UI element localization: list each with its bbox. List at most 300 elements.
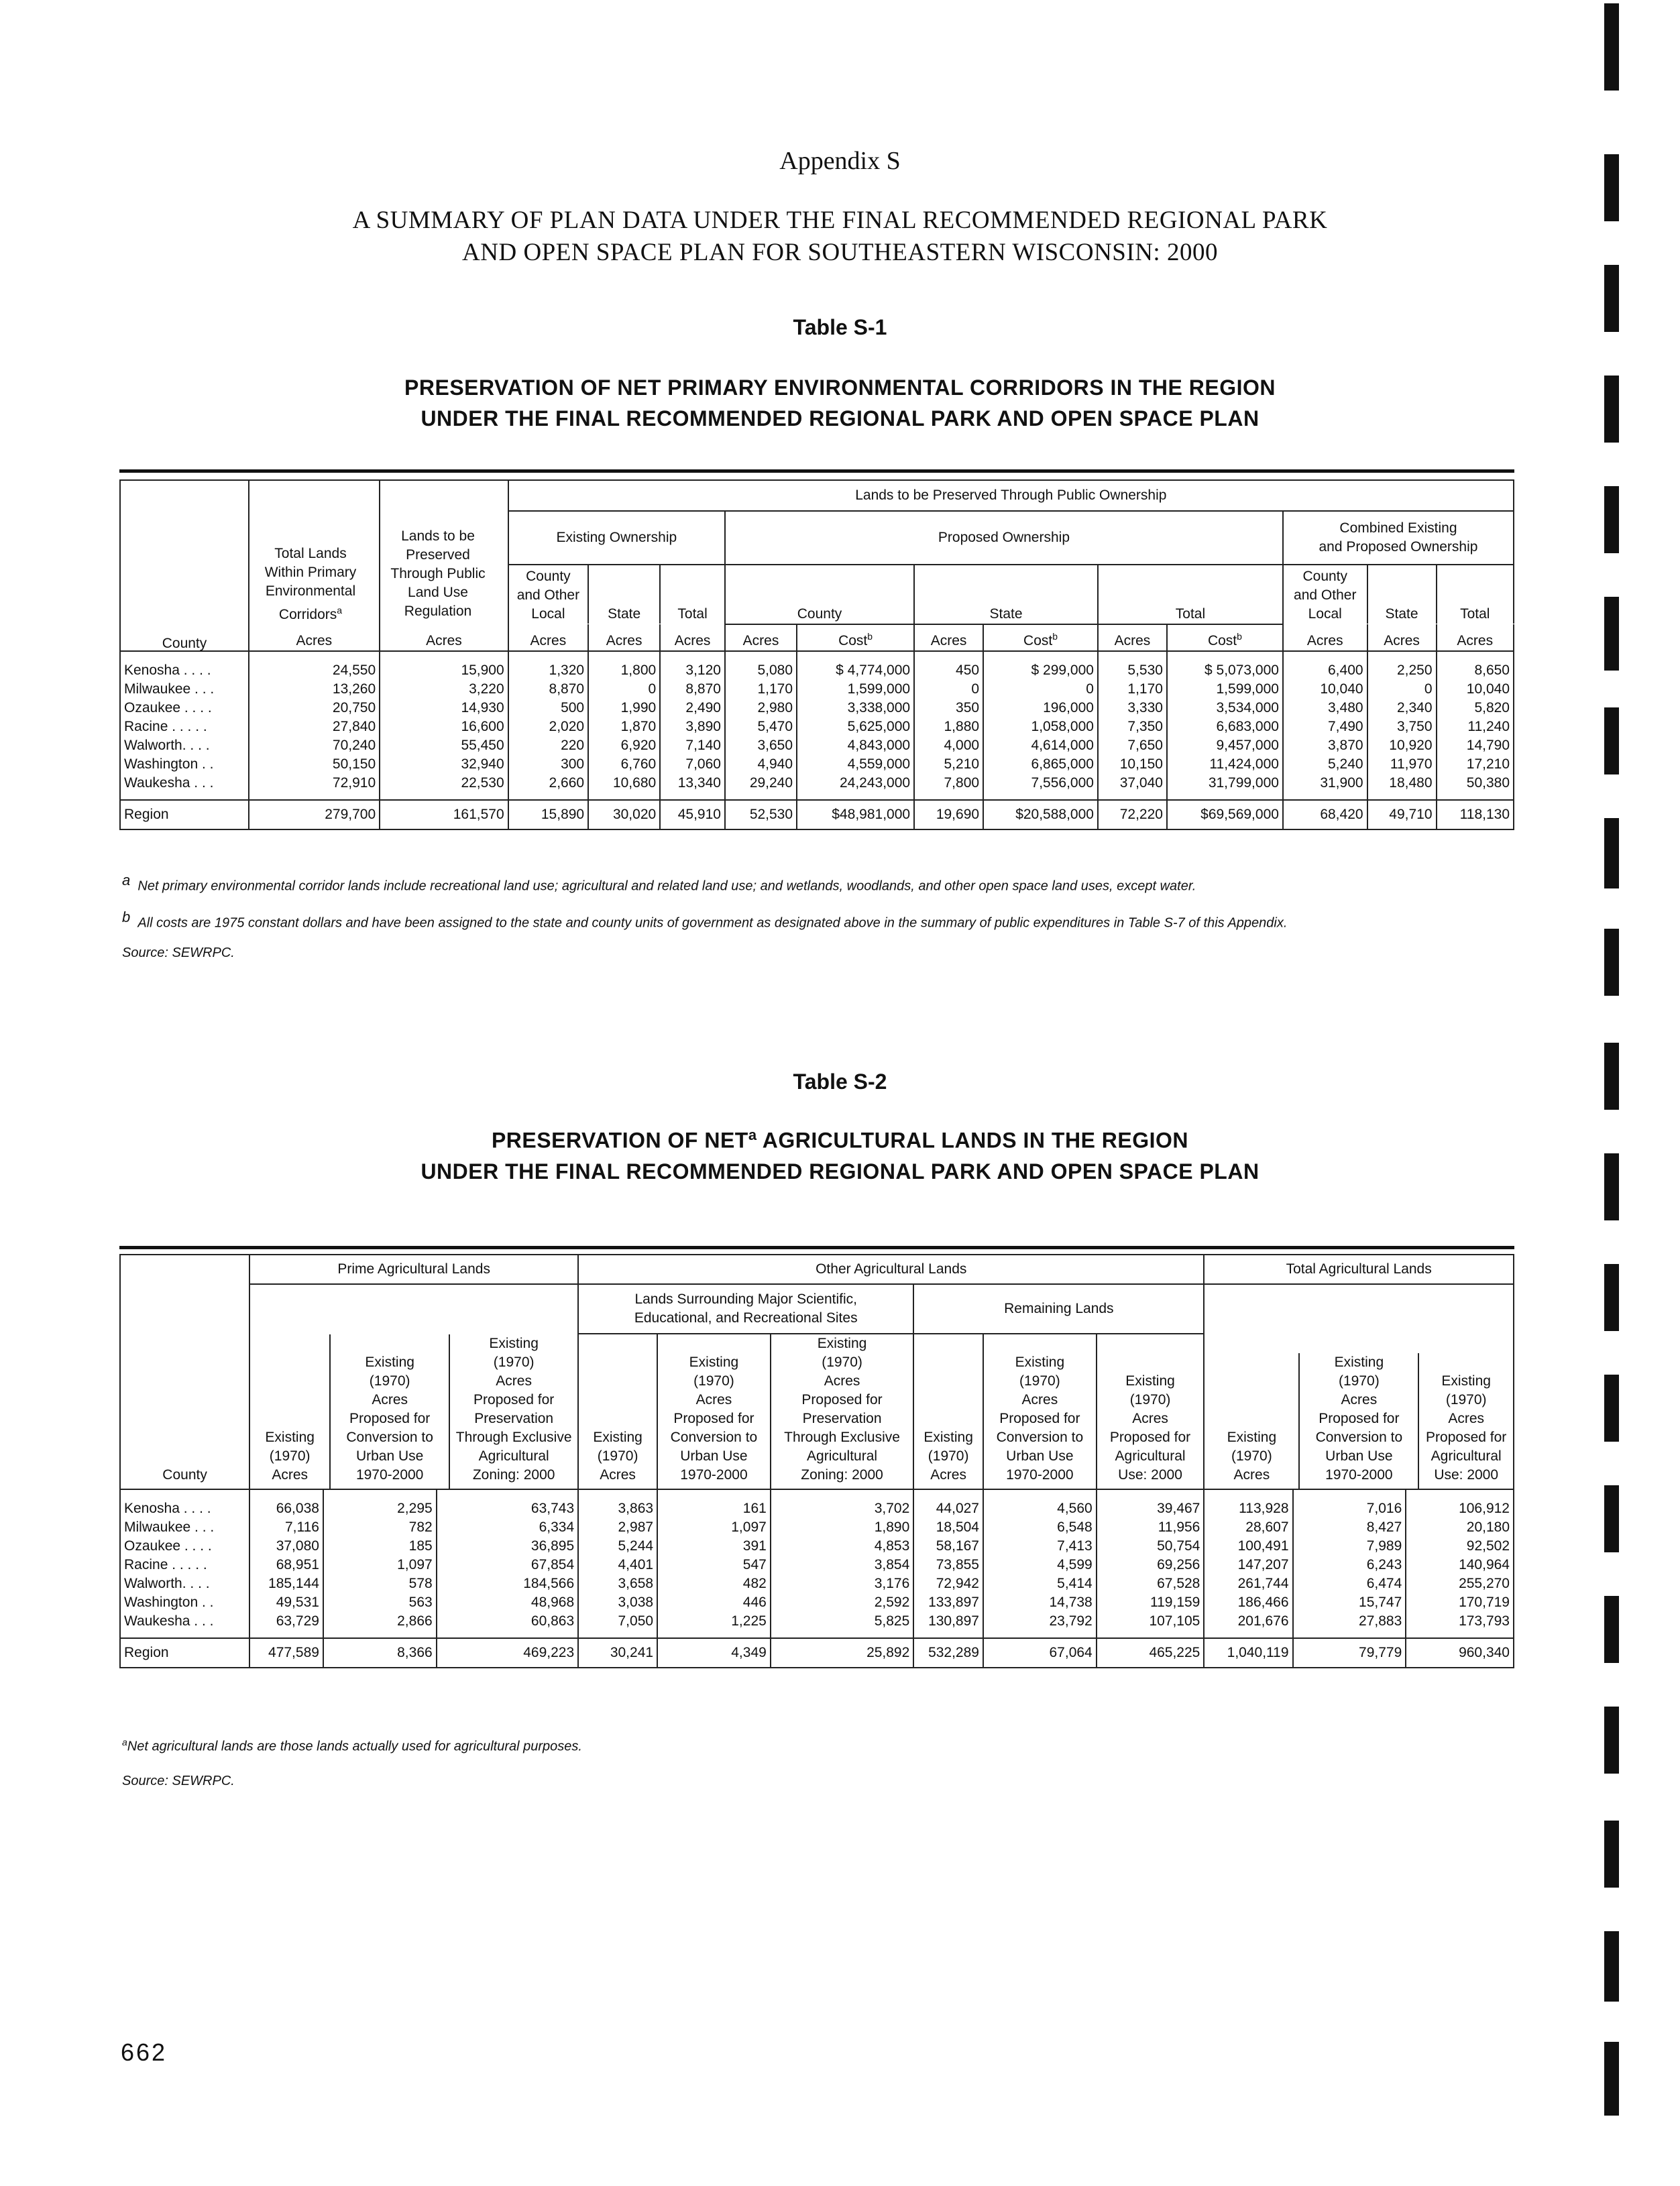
county-cell: Ozaukee . . . . [120,1537,249,1556]
table2-header-agri-use [1418,1353,1513,1489]
table2-footnote-a [122,1737,582,1755]
table2-header-text: 1970-2000 [1006,1467,1074,1483]
value-cell: 960,340 [1406,1638,1514,1668]
value-cell: 5,080 [725,651,797,680]
table1-header-text: Total Lands [274,546,347,561]
value-cell: 300 [508,755,588,774]
value-cell: 4,843,000 [797,736,914,755]
value-cell: 19,690 [914,800,983,829]
table1-header-text [248,601,373,624]
table2-header-preservation [449,1334,577,1489]
table2-header-text: Zoning: 2000 [472,1467,555,1483]
table1-header-text: Land Use [408,585,468,600]
value-cell: 10,680 [588,774,660,800]
value-cell: 3,480 [1283,699,1367,717]
binding-mark [1604,3,1619,91]
value-cell: 72,910 [249,774,380,800]
table2-header-text: Existing [1441,1373,1491,1389]
appendix-title: Appendix S [779,147,901,175]
binding-mark [1604,1931,1619,2002]
binding-mark [1604,486,1619,553]
table-row [120,1593,1514,1612]
table-total-row [120,800,1514,829]
value-cell: 5,414 [983,1574,1097,1593]
value-cell: 44,027 [913,1489,983,1518]
value-cell: 23,792 [983,1612,1097,1638]
table1-header-text: Corridors [278,607,337,622]
value-cell: 67,854 [437,1556,578,1574]
value-cell: 2,295 [323,1489,437,1518]
value-cell: 2,020 [508,717,588,736]
table2-heading [0,1120,1680,1187]
table2-header-prime: Prime Agricultural Lands [249,1255,578,1284]
value-cell: 1,097 [323,1556,437,1574]
table2-header-existing-acres [578,1334,657,1489]
value-cell: 30,241 [578,1638,657,1668]
value-cell: 72,220 [1098,800,1167,829]
table1-header-blank [120,480,249,651]
value-cell: 4,940 [725,755,797,774]
value-cell: 0 [588,680,660,699]
binding-mark [1604,1821,1619,1888]
county-cell: Waukesha . . . [120,1612,249,1638]
page-number: 662 [121,2038,168,2066]
table2-header-text: Proposed for [473,1392,555,1407]
table2-heading-line1 [0,1120,1680,1156]
value-cell: 6,400 [1283,651,1367,680]
table1-header-acres: Acres [1283,624,1367,651]
value-cell: 4,349 [657,1638,771,1668]
appendix-subtitle-line2: AND OPEN SPACE PLAN FOR SOUTHEASTERN WISCONSIN: 2000 [462,239,1218,266]
value-cell: 4,559,000 [797,755,914,774]
value-cell: 1,870 [588,717,660,736]
value-cell: 27,840 [249,717,380,736]
value-cell: 50,754 [1097,1537,1205,1556]
value-cell: 5,244 [578,1537,657,1556]
value-cell: 185,144 [249,1574,323,1593]
value-cell: 73,855 [913,1556,983,1574]
value-cell: 67,528 [1097,1574,1205,1593]
binding-mark [1604,818,1619,888]
value-cell: 391 [657,1537,771,1556]
table2-header-text: Existing [1125,1373,1175,1389]
table1-header-combined-line2: and Proposed Ownership [1319,539,1478,555]
table2-header-text: Preservation [802,1411,882,1426]
table2-header-text: (1970) [1129,1392,1171,1407]
footnote-marker: b [867,631,873,642]
value-cell: 4,000 [914,736,983,755]
table2-header-other: Other Agricultural Lands [578,1255,1204,1284]
table-row [120,1489,1514,1518]
value-cell: 31,799,000 [1167,774,1283,800]
table1-header-total: Total [1437,565,1514,624]
value-cell: 106,912 [1406,1489,1514,1518]
value-cell: 13,260 [249,680,380,699]
value-cell: 1,599,000 [797,680,914,699]
table-row [120,1556,1514,1574]
value-cell: 7,650 [1098,736,1167,755]
value-cell: 15,747 [1293,1593,1406,1612]
table2-source: Source: SEWRPC. [122,1774,235,1788]
value-cell: 185 [323,1537,437,1556]
county-cell: Kenosha . . . . [120,1489,249,1518]
table1-header-acres: Acres [249,624,380,651]
table1-header-cost [1167,624,1283,651]
value-cell: 14,738 [983,1593,1097,1612]
value-cell: 1,058,000 [983,717,1098,736]
value-cell: 36,895 [437,1537,578,1556]
county-cell: Region [120,800,249,829]
table1-header-combined-line1: Combined Existing [1339,520,1457,536]
table-row [120,1574,1514,1593]
value-cell: 8,870 [508,680,588,699]
table1-header-text: Local [1308,606,1342,622]
table1-header-state: State [1367,565,1437,624]
table2-header-text: Proposed for [349,1411,431,1426]
table2-header-text: Acres [272,1467,308,1483]
county-cell: Racine . . . . . [120,717,249,736]
value-cell: 113,928 [1204,1489,1292,1518]
table-row [120,1537,1514,1556]
value-cell: 8,427 [1293,1518,1406,1537]
value-cell: 8,650 [1437,651,1514,680]
table2-header-text: Preservation [474,1411,554,1426]
value-cell: 1,800 [588,651,660,680]
value-cell: 220 [508,736,588,755]
table2-header-prime-cols [249,1284,578,1489]
value-cell: 58,167 [913,1537,983,1556]
table2-header-text: Zoning: 2000 [801,1467,883,1483]
value-cell: 6,334 [437,1518,578,1537]
value-cell: 782 [323,1518,437,1537]
value-cell: 4,401 [578,1556,657,1574]
value-cell: 22,530 [380,774,508,800]
value-cell: 8,870 [660,680,725,699]
table-row [120,680,1514,699]
table1-header-text: Environmental [265,583,356,599]
value-cell: 7,350 [1098,717,1167,736]
value-cell: 18,480 [1367,774,1437,800]
value-cell: $ 5,073,000 [1167,651,1283,680]
table1-header-county: County [725,565,914,624]
table2-header-text: Acres [600,1467,636,1483]
county-cell: Washington . . [120,1593,249,1612]
value-cell: $ 299,000 [983,651,1098,680]
value-cell: 161 [657,1489,771,1518]
value-cell: 196,000 [983,699,1098,717]
value-cell: 25,892 [771,1638,913,1668]
table2-header-text: Through Exclusive [455,1430,572,1445]
table1-header-text: and Other [1294,587,1357,603]
value-cell: 255,270 [1406,1574,1514,1593]
value-cell: 563 [323,1593,437,1612]
table2-header-text: (1970) [1019,1373,1060,1389]
table2-header-text: Existing [365,1355,414,1370]
table2-header-text: (1970) [597,1448,638,1464]
value-cell: 2,987 [578,1518,657,1537]
value-cell: 469,223 [437,1638,578,1668]
table2-header-text: Acres [1448,1411,1485,1426]
value-cell: 10,040 [1283,680,1367,699]
table1-header-combined [1283,511,1514,565]
value-cell: 7,016 [1293,1489,1406,1518]
table1-header-text: Cost [1023,633,1053,648]
value-cell: 72,942 [913,1574,983,1593]
value-cell: 5,825 [771,1612,913,1638]
value-cell: 13,340 [660,774,725,800]
table1-header-text: Lands to be [401,528,475,544]
table1-body [120,651,1514,800]
table2-header-text: 1970-2000 [355,1467,424,1483]
value-cell: 63,743 [437,1489,578,1518]
value-cell: 2,980 [725,699,797,717]
value-cell: 4,599 [983,1556,1097,1574]
value-cell: 29,240 [725,774,797,800]
value-cell: $48,981,000 [797,800,914,829]
value-cell: 0 [914,680,983,699]
table1-header-text: County [1302,569,1348,584]
table-row [120,699,1514,717]
table2-header-text: Lands Surrounding Major Scientific, [634,1291,857,1307]
table2-header-conversion [657,1334,771,1489]
value-cell: 4,614,000 [983,736,1098,755]
value-cell: 14,930 [380,699,508,717]
table2-label: Table S-2 [793,1070,887,1094]
table2-header-text: Acres [1341,1392,1378,1407]
value-cell: 6,920 [588,736,660,755]
table-row [120,736,1514,755]
table1-header-total-lands [248,544,373,624]
value-cell: 3,863 [578,1489,657,1518]
table2-header-county-col: County [162,1467,207,1483]
table1-header-total: Total [660,565,725,624]
table1-header-acres: Acres [508,624,588,651]
value-cell: 450 [914,651,983,680]
table1-header-acres: Acres [914,624,983,651]
value-cell: 20,750 [249,699,380,717]
binding-mark [1604,707,1619,774]
value-cell: 7,050 [578,1612,657,1638]
value-cell: 1,890 [771,1518,913,1537]
table2-header-text: Existing [817,1336,867,1351]
table1-heading [0,372,1680,434]
value-cell: 8,366 [323,1638,437,1668]
table2-header-text: Proposed for [673,1411,754,1426]
value-cell: 49,531 [249,1593,323,1612]
footnote-marker: b [1237,631,1242,642]
value-cell: 7,060 [660,755,725,774]
table2-header-text: (1970) [1445,1392,1487,1407]
value-cell: 6,683,000 [1167,717,1283,736]
table1-footnote-b: $^b$ All costs are 1975 constant dollars and have been assigned to the state and county units of government as designated above in the summary of public expenditures in Table S-7 of this Appendix. [122,909,1288,931]
value-cell: 5,625,000 [797,717,914,736]
county-cell: Region [120,1638,249,1668]
appendix-subtitle [0,205,1680,269]
value-cell: 18,504 [913,1518,983,1537]
value-cell: 14,790 [1437,736,1514,755]
table-row [120,755,1514,774]
value-cell: 477,589 [249,1638,323,1668]
table2-header-text: Conversion to [346,1430,433,1445]
value-cell: 2,340 [1367,699,1437,717]
table1-header-text: Regulation [404,603,472,619]
value-cell: 547 [657,1556,771,1574]
value-cell: 350 [914,699,983,717]
value-cell: 3,330 [1098,699,1167,717]
table2-header-text: Agricultural [1115,1448,1186,1464]
table-row [120,717,1514,736]
value-cell: 6,760 [588,755,660,774]
footnote-marker: a [337,605,343,616]
value-cell: 3,650 [725,736,797,755]
value-cell: 49,710 [1367,800,1437,829]
value-cell: 30,020 [588,800,660,829]
value-cell: 4,560 [983,1489,1097,1518]
table2-header-text: Proposed for [1109,1430,1191,1445]
table1-header-acres: Acres [1437,624,1514,651]
table-row [120,651,1514,680]
value-cell: 5,210 [914,755,983,774]
value-cell: 11,424,000 [1167,755,1283,774]
footnote-marker: a [122,1737,127,1747]
value-cell: 3,338,000 [797,699,914,717]
value-cell: $69,569,000 [1167,800,1283,829]
table1-header-acres: Acres [660,624,725,651]
table2-header-text: (1970) [269,1448,311,1464]
binding-mark [1604,2042,1619,2116]
table2-body [120,1489,1514,1638]
value-cell: 50,380 [1437,774,1514,800]
table1-header-proposed-ownership: Proposed Ownership [725,511,1283,565]
value-cell: 20,180 [1406,1518,1514,1537]
value-cell: 446 [657,1593,771,1612]
table2-header-text: Urban Use [680,1448,748,1464]
value-cell: 4,853 [771,1537,913,1556]
table2-header-text: (1970) [493,1355,535,1370]
table1-header-text: Cost [838,633,868,648]
value-cell: 66,038 [249,1489,323,1518]
table2-header-text: Acres [930,1467,966,1483]
value-cell: 68,420 [1283,800,1367,829]
table2-header-conversion [1299,1353,1418,1489]
table1-header-public-ownership: Lands to be Preserved Through Public Ownership [508,480,1514,511]
value-cell: 5,530 [1098,651,1167,680]
table2-header-text: 1970-2000 [1325,1467,1393,1483]
table1-header-county-other [508,565,588,624]
table-row [120,1612,1514,1638]
binding-mark [1604,1375,1619,1442]
value-cell: 32,940 [380,755,508,774]
value-cell: 3,176 [771,1574,913,1593]
county-cell: Racine . . . . . [120,1556,249,1574]
value-cell: 0 [1367,680,1437,699]
value-cell: 60,863 [437,1612,578,1638]
value-cell: 140,964 [1406,1556,1514,1574]
table2-header-text: Proposed for [1426,1430,1507,1445]
value-cell: 7,413 [983,1537,1097,1556]
table1-header-acres: Acres [1367,624,1437,651]
table1-header-county-col: County [162,636,207,651]
table2-header-text: Acres [496,1373,532,1389]
value-cell: 10,920 [1367,736,1437,755]
value-cell: 1,320 [508,651,588,680]
value-cell: 11,240 [1437,717,1514,736]
county-cell: Ozaukee . . . . [120,699,249,717]
value-cell: 3,870 [1283,736,1367,755]
value-cell: 201,676 [1204,1612,1292,1638]
table1-header-text: and Other [516,587,580,603]
value-cell: 279,700 [249,800,380,829]
table2-header-text: (1970) [822,1355,862,1370]
table2-header-text: Educational, and Recreational Sites [634,1310,858,1326]
value-cell: 1,599,000 [1167,680,1283,699]
value-cell: 7,140 [660,736,725,755]
table2-header-text: Existing [265,1430,315,1445]
table2-header-text: Acres [1233,1467,1270,1483]
table2-header-blank [120,1255,249,1489]
value-cell: 107,105 [1097,1612,1205,1638]
table2-header-text: Use: 2000 [1434,1467,1499,1483]
table2-header-text: Acres [1132,1411,1168,1426]
table1-header-state: State [588,565,660,624]
value-cell: 465,225 [1097,1638,1205,1668]
value-cell: 45,910 [660,800,725,829]
value-cell: 37,080 [249,1537,323,1556]
value-cell: 79,779 [1293,1638,1406,1668]
value-cell: 67,064 [983,1638,1097,1668]
table2-header-text: Existing [1334,1355,1384,1370]
table2 [119,1254,1514,1668]
value-cell: 3,854 [771,1556,913,1574]
table2-header-text: Agricultural [478,1448,549,1464]
value-cell: 118,130 [1437,800,1514,829]
appendix-subtitle-line1: A SUMMARY OF PLAN DATA UNDER THE FINAL RECOMMENDED REGIONAL PARK [352,207,1328,234]
table2-header-text: Conversion to [1315,1430,1403,1445]
table2-header-total: Total Agricultural Lands [1204,1255,1514,1284]
value-cell: 7,116 [249,1518,323,1537]
value-cell: 37,040 [1098,774,1167,800]
value-cell: 147,207 [1204,1556,1292,1574]
value-cell: 55,450 [380,736,508,755]
table2-header-existing-acres [1205,1353,1299,1489]
county-cell: Kenosha . . . . [120,651,249,680]
table2-header-text: Acres [1021,1392,1058,1407]
table-total-row [120,1638,1514,1668]
table2-header-text: Conversion to [670,1430,758,1445]
table2-header-text: Use: 2000 [1118,1467,1182,1483]
value-cell: 6,243 [1293,1556,1406,1574]
table2-header-text: Existing [1015,1355,1065,1370]
county-cell: Walworth. . . . [120,736,249,755]
table2-heading-line2: UNDER THE FINAL RECOMMENDED REGIONAL PARK AND OPEN SPACE PLAN [421,1159,1259,1184]
value-cell: 17,210 [1437,755,1514,774]
value-cell: 5,240 [1283,755,1367,774]
value-cell: 27,883 [1293,1612,1406,1638]
table1-footnote-b-text: All costs are 1975 constant dollars and have been assigned to the state and county units of government as designated above in the summary of public expenditures in Table S-7 of this Appendix. [137,915,1288,931]
table2-header-text: (1970) [369,1373,410,1389]
value-cell: 119,159 [1097,1593,1205,1612]
value-cell: 10,150 [1098,755,1167,774]
table2-header-text: Agricultural [1431,1448,1502,1464]
value-cell: 3,534,000 [1167,699,1283,717]
table2-total-subheader [1205,1353,1513,1489]
binding-mark [1604,1485,1619,1552]
table1-header-text: Preserved [406,547,470,563]
table1-header-text: Through Public [390,566,486,581]
table1-header-acres: Acres [725,624,797,651]
table2-header-text: (1970) [1339,1373,1380,1389]
value-cell: 2,592 [771,1593,913,1612]
